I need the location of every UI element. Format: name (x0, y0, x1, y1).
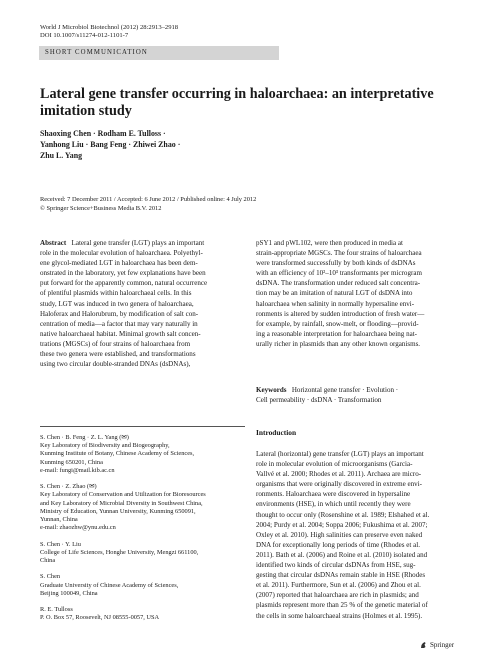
affiliation-line: S. Chen · Y. Liu (40, 540, 81, 548)
abstract-line: were transformed successfully by both kinds of dsDNAs (256, 259, 416, 268)
publisher-footer (420, 641, 454, 649)
abstract-label: Abstract (40, 239, 67, 247)
abstract-line: for example, by rainfall, snow-melt, or flooding—provid- (256, 319, 419, 328)
affiliation-line: Key Laboratory of Biodiversity and Biogeography, (40, 442, 170, 450)
introduction-line: identified two kinds of circular dsDNAs from HSE, sug- (256, 561, 416, 570)
title-line: Lateral gene transfer occurring in haloarchaea: an interpretative (40, 86, 434, 102)
author-list (40, 128, 340, 161)
abstract-left (40, 238, 245, 369)
author-line: Yanhong Liu · Bang Feng · Zhiwei Zhao · (40, 140, 181, 149)
affiliation-line: e-mail: zhaozhw@ynu.edu.cn (40, 524, 116, 532)
abstract-line: native haloarchaeal habitat. Minimal growth salt concen- (40, 329, 201, 338)
introduction-line: Lateral (horizontal) gene transfer (LGT) plays an important (256, 450, 424, 458)
affiliation-block (40, 573, 245, 598)
section-label: SHORT COMMUNICATION (45, 49, 148, 56)
abstract-line: put forward for the apparently common, natural occurrence (40, 279, 208, 288)
affiliations (40, 434, 245, 631)
publication-dates (40, 196, 480, 213)
abstract-line: with an efficiency of 10²–10³ transformants per microgram (256, 269, 422, 278)
abstract-line: urally richer in plasmids than any other known organisms. (256, 339, 421, 348)
received-dates: Received: 7 December 2011 / Accepted: 6 June 2012 / Published online: 4 July 2012 (40, 196, 257, 203)
abstract-line: these two genera were established, and transformations (40, 350, 196, 359)
abstract-line: trations (MGSCs) of four strains of haloarchaea from (40, 339, 191, 348)
section-banner (39, 46, 279, 60)
introduction-line: gesting that circular dsDNAs remain stable in HSE (Rhodes (256, 571, 426, 580)
introduction-line: DNA for exceptionally long periods of time (Rhodes et al. (256, 540, 420, 549)
introduction-line: role in molecular evolution of microorganisms (Garcia- (256, 460, 413, 469)
publisher-name: Springer (430, 641, 455, 649)
abstract-line: haloarchaea when salinity in normally hypersaline envi- (256, 299, 415, 308)
affiliation-line: China (40, 557, 56, 565)
author-line: Zhu L. Yang (40, 151, 83, 160)
affiliation-line: Kunming 650201, China (40, 458, 103, 466)
affiliation-line: Key Laboratory of Conservation and Utilization for Bioresources (40, 491, 206, 499)
abstract-line: Haloferax and Halorubrum, by modification of salt con- (40, 309, 199, 318)
section-heading: Introduction (256, 428, 297, 437)
journal-citation: World J Microbiol Biotechnol (2012) 28:2913–2918 (40, 24, 179, 31)
affiliation-line: and Key Laboratory of Microbial Diversity in Southwest China, (40, 499, 203, 507)
introduction-line: plasmids represent more than 25 % of the genetic material of (256, 601, 428, 610)
abstract-line: ronments is altered by sudden introduction of fresh water— (256, 309, 425, 318)
abstract-line: pSY1 and pWL102, were then produced in media at (256, 239, 403, 247)
introduction-line: et al. 2011). Furthermore, Sun et al. (2006) and Zhou et al. (256, 581, 421, 590)
abstract-line: onstrated in the laboratory, yet few explanations have been (40, 269, 206, 278)
abstract-line: centration of media—a factor that may vary naturally in (40, 319, 198, 328)
introduction-line: environments (HSE), in which until recently they were (256, 500, 411, 509)
abstract-line: Abstract Lateral gene transfer (LGT) plays an important (40, 239, 205, 247)
abstract-line: strain-appropriate MGSCs. The four strains of haloarchaea (256, 249, 422, 258)
affiliation-line: R. E. Tulloss (40, 606, 73, 614)
copyright: © Springer Science+Business Media B.V. 2012 (40, 204, 162, 212)
affiliation-line: e-mail: fungi@mail.kib.ac.cn (40, 466, 115, 474)
keywords-line: Keywords Horizontal gene transfer · Evolution · (256, 386, 399, 394)
affiliation-block (40, 606, 245, 622)
title-line: imitation study (40, 103, 132, 119)
introduction-line: ronments. Haloarchaea were discovered in hypersaline (256, 490, 411, 499)
introduction-line: the cells in some haloarchaeal strains (Holmes et al. 1995). (256, 611, 423, 620)
abstract-line: study, LGT was induced in two genera of haloarchaea, (40, 299, 194, 308)
introduction-line: organisms that were originally discovered in extreme envi- (256, 480, 423, 489)
journal-header (40, 24, 178, 41)
affiliation-line: Yunnan, China (40, 516, 78, 524)
abstract-line: using two circular double-stranded DNAs (dsDNAs), (40, 360, 191, 369)
abstract-line: dsDNA. The transformation under reduced salt concentra- (256, 279, 421, 288)
springer-horse-icon (420, 641, 427, 649)
affiliation-line: Kunming Institute of Botany, Chinese Academy of Sciences, (40, 450, 195, 458)
introduction-body (256, 449, 460, 621)
affiliation-line: College of Life Sciences, Honghe University, Mengzi 661100, (40, 548, 199, 556)
introduction-line: 2011). Bath et al. (2006) and Roine et al. (2010) isolated and (256, 550, 428, 559)
divider (40, 426, 245, 427)
abstract-line: ing a reasonable interpretation for haloarchaea being nat- (256, 329, 418, 338)
introduction-line: 2004; Purdy et al. 2004; Soppa 2006; Fukushima et al. 2007; (256, 520, 428, 529)
affiliation-block (40, 483, 245, 532)
affiliation-line: S. Chen (40, 573, 61, 581)
affiliation-line: S. Chen · B. Feng · Z. L. Yang (✉) (40, 434, 129, 441)
abstract-line: role in the molecular evolution of haloarchaea. Polyethyl- (40, 249, 203, 258)
abstract-line: ene glycol-mediated LGT in haloarchaea has been dem- (40, 259, 198, 268)
keywords (256, 385, 460, 405)
affiliation-block (40, 541, 245, 566)
affiliation-line: Ministry of Education, Yunnan University, Kunming 650091, (40, 507, 196, 515)
introduction-line: Oxley et al. 2010). High salinities can preserve even naked (256, 530, 423, 539)
introduction-line: thought to occur only (Rosenshine et al. 1989; Elshahed et al. (256, 510, 430, 519)
author-line: Shaoxing Chen · Rodham E. Tulloss · (40, 129, 166, 138)
affiliation-line: P. O. Box 57, Roosevelt, NJ 08555-0057, USA (40, 614, 160, 622)
affiliation-block (40, 434, 245, 475)
introduction-line: (2007) reported that haloarchaea are rich in plasmids; and (256, 591, 419, 600)
abstract-line: of plentiful plasmids within haloarchaeal cells. In this (40, 289, 192, 298)
abstract-line: tion may be an imitation of natural LGT of dsDNA into (256, 289, 413, 298)
keywords-line: Cell permeability · dsDNA · Transformation (256, 396, 382, 405)
affiliation-line: Graduate University of Chinese Academy of Sciences, (40, 581, 179, 589)
introduction-line: Vallvé et al. 2000; Rhodes et al. 2011). Archaea are micro- (256, 470, 422, 479)
doi: DOI 10.1007/s11274-012-1101-7 (40, 32, 129, 40)
abstract-right (256, 238, 460, 349)
affiliation-line: S. Chen · Z. Zhao (✉) (40, 483, 97, 491)
affiliation-line: Beijing 100049, China (40, 589, 98, 597)
keywords-label: Keywords (256, 386, 287, 394)
paper-title (40, 86, 460, 120)
